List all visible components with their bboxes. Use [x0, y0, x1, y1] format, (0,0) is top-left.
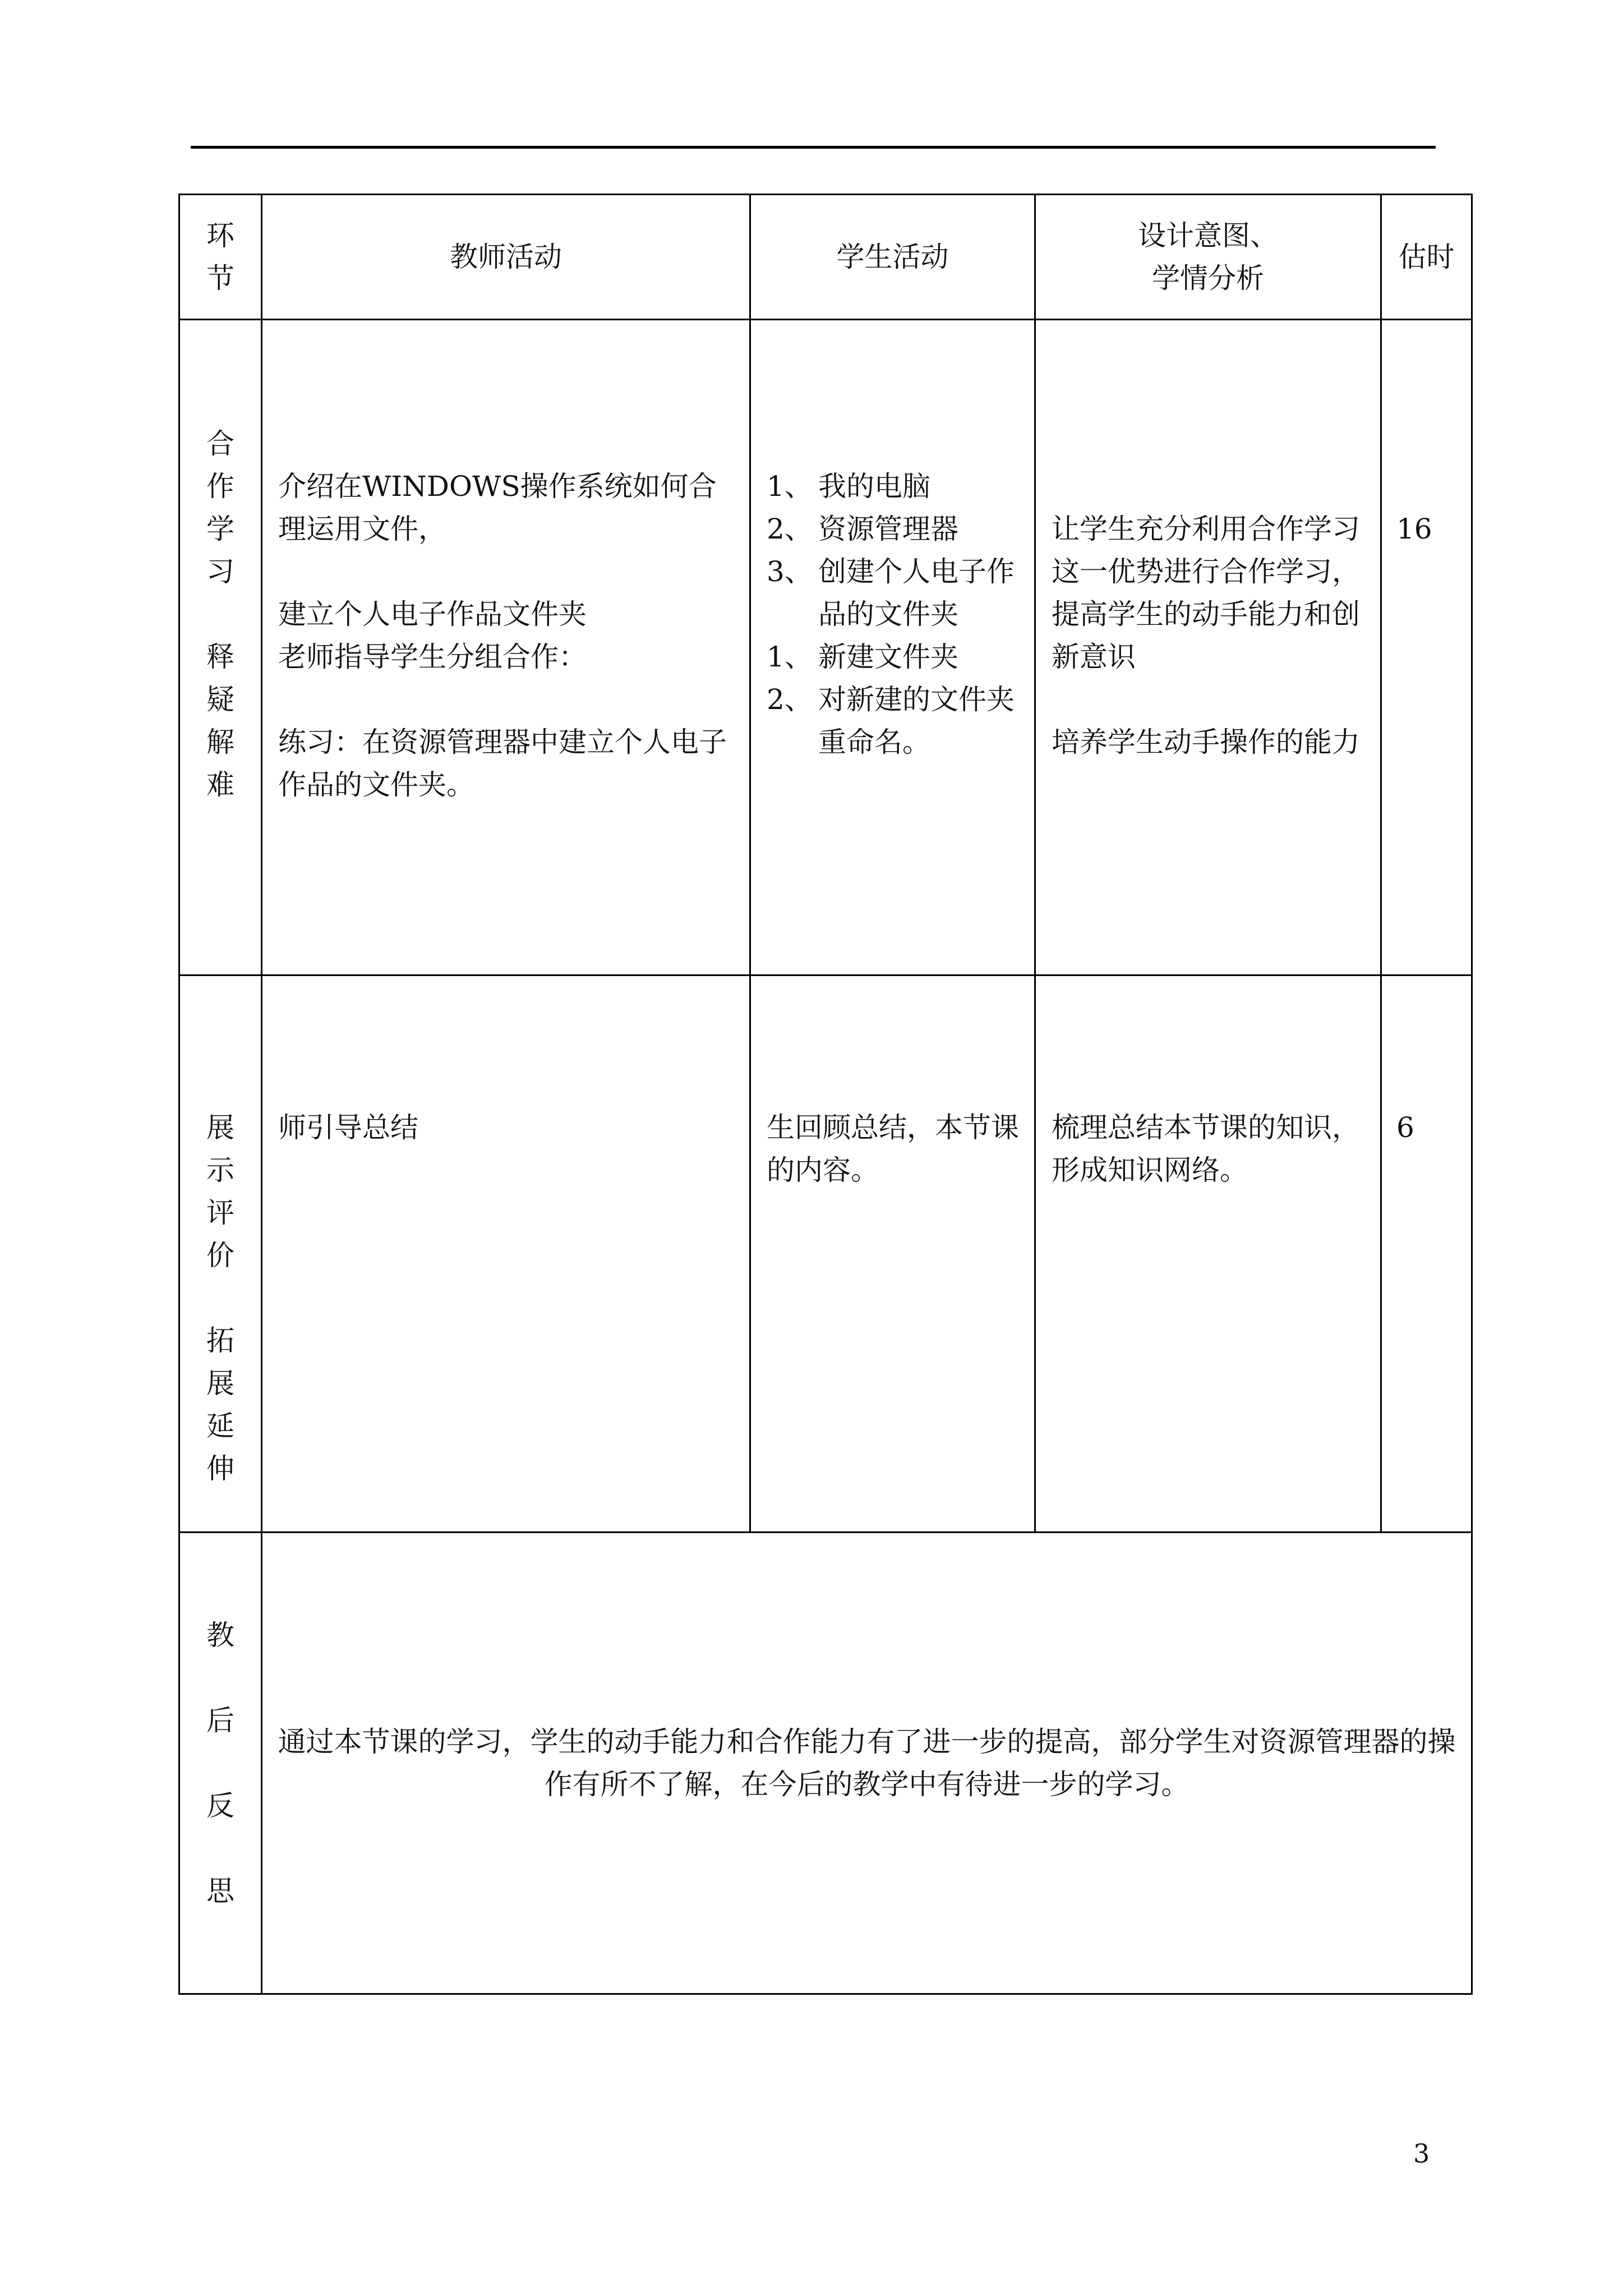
- design-line: 让学生充分利用合作学习这一优势进行合作学习，提高学生的动手能力和创新意识: [1052, 513, 1360, 673]
- header-stage: 环节: [179, 195, 262, 320]
- lesson-plan-table: [178, 194, 1473, 1995]
- header-design-line2: 学情分析: [1152, 262, 1264, 295]
- list-item: 2、 资源管理器: [767, 513, 958, 545]
- list-item: 2、 对新建的文件夹重命名。: [767, 683, 1015, 758]
- stage-label: 教后反思: [206, 1619, 234, 1907]
- header-rule: [191, 146, 1436, 149]
- header-design: [1035, 195, 1381, 320]
- stage-cell: [179, 976, 262, 1533]
- student-text: 生回顾总结，本节课的内容。: [767, 1111, 1019, 1186]
- table-row-cooperative-learning: [179, 320, 1472, 976]
- list-item: 1、 我的电脑: [767, 470, 930, 503]
- teacher-line: 建立个人电子作品文件夹: [278, 598, 587, 631]
- list-item: 3、 创建个人电子作品的文件夹: [767, 555, 1015, 631]
- header-teacher: 教师活动: [262, 195, 750, 320]
- stage-label-part2: 释疑解难: [206, 641, 234, 801]
- stage-cell: [179, 320, 262, 976]
- teacher-activity-cell: [262, 320, 750, 976]
- list-item: 1、 新建文件夹: [767, 641, 958, 673]
- stage-label-part1: 展示评价: [206, 1111, 234, 1272]
- teacher-text: 师引导总结: [278, 1111, 418, 1144]
- header-design-line1: 设计意图、: [1138, 219, 1278, 252]
- stage-cell: [179, 1533, 262, 1994]
- time-cell: [1381, 976, 1472, 1533]
- reflection-text: 通过本节课的学习，学生的动手能力和合作能力有了进一步的提高，部分学生对资源管理器的操作有所不了解，在今后的教学中有待进一步的学习。: [278, 1726, 1456, 1801]
- header-student: 学生活动: [750, 195, 1035, 320]
- student-activity-cell: [750, 976, 1035, 1533]
- student-activity-cell: [750, 320, 1035, 976]
- teacher-line: 练习：在资源管理器中建立个人电子作品的文件夹。: [278, 726, 727, 801]
- teacher-activity-cell: [262, 976, 750, 1533]
- stage-label-part1: 合作学习: [206, 427, 234, 588]
- reflection-cell: [262, 1533, 1472, 1994]
- design-intent-cell: [1035, 976, 1381, 1533]
- design-line: 培养学生动手操作的能力: [1052, 726, 1360, 758]
- time-value: 6: [1396, 1111, 1414, 1144]
- table-row-presentation: [179, 976, 1472, 1533]
- table-row-reflection: [179, 1533, 1472, 1994]
- page-number: 3: [1413, 2138, 1430, 2169]
- time-cell: [1381, 320, 1472, 976]
- design-text: 梳理总结本节课的知识，形成知识网络。: [1052, 1111, 1360, 1186]
- design-intent-cell: [1035, 320, 1381, 976]
- time-value: 16: [1396, 513, 1432, 545]
- teacher-line: 老师指导学生分组合作：: [278, 641, 587, 673]
- student-activity-list: [767, 465, 1022, 763]
- stage-label-part2: 拓展延伸: [206, 1324, 234, 1485]
- table-header-row: [179, 195, 1472, 320]
- teacher-line: 介绍在WINDOWS操作系统如何合理运用文件，: [278, 470, 717, 545]
- header-time: 估时: [1381, 195, 1472, 320]
